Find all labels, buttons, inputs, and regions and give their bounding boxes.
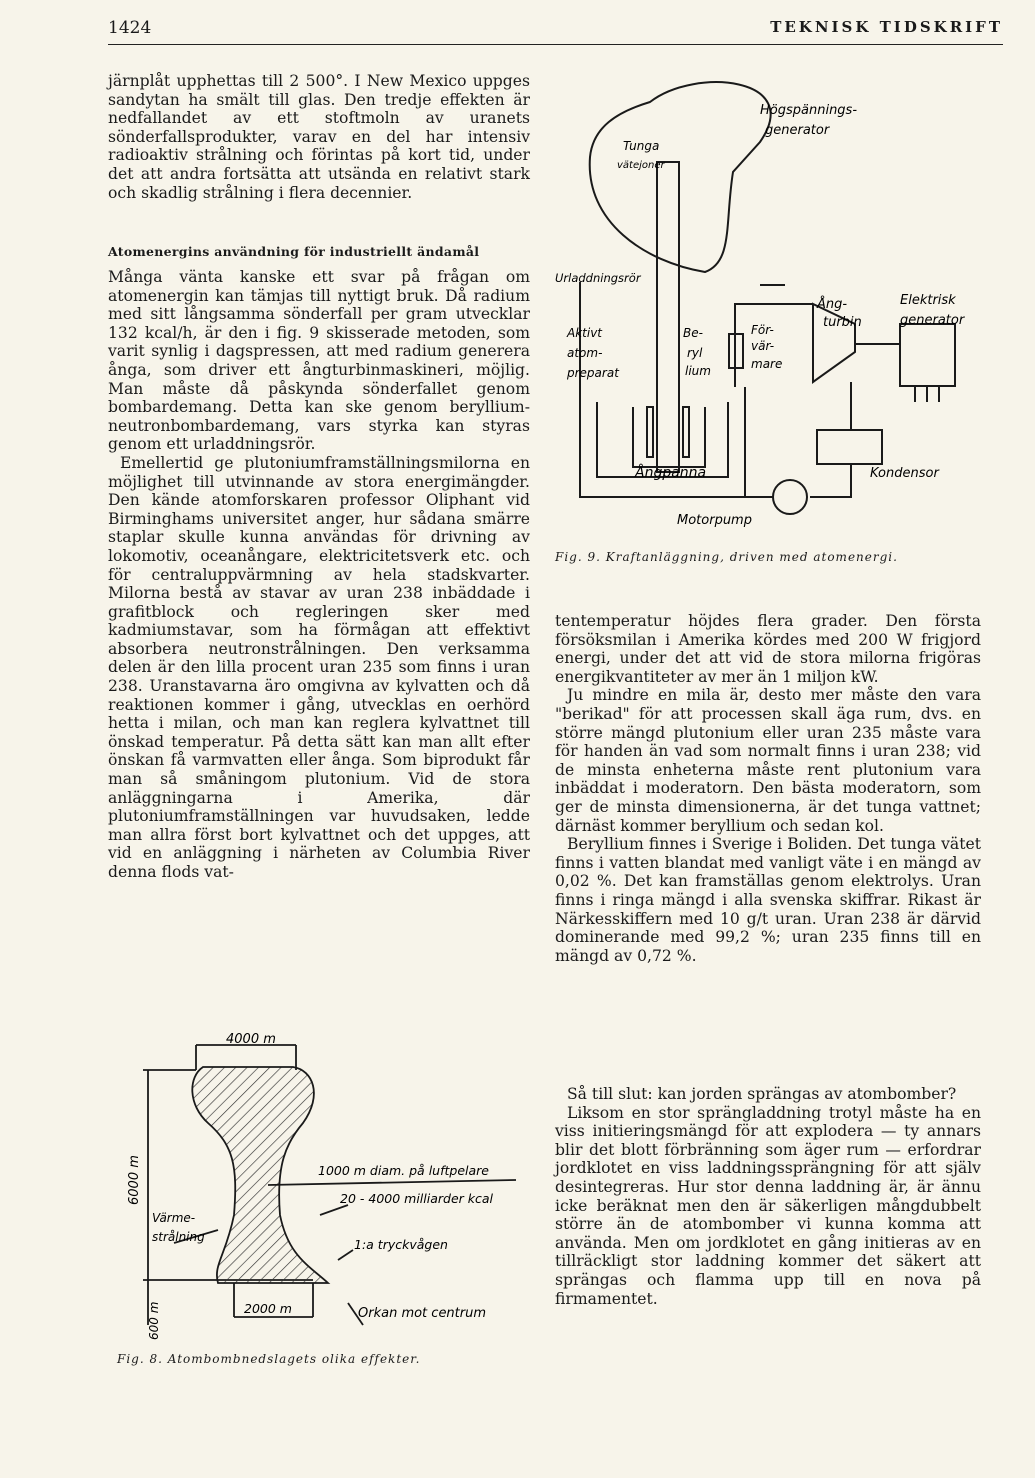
page-number: 1424 [108,18,152,38]
label-tunga: Tunga [623,139,660,153]
header-rule [108,44,1003,45]
rod-right [683,407,689,457]
label-varme-2: strålning [152,1230,205,1244]
label-elektrisk-1: Elektrisk [900,293,956,308]
vacuum-bulb [590,82,771,272]
label-vatejoner: vätejoner [617,160,665,171]
label-orkan: Orkan mot centrum [358,1306,487,1321]
journal-title: TEKNISK TIDSKRIFT [770,18,1003,36]
right-paragraph-1: tentemperatur höjdes flera grader. Den första försöksmilan i Amerika kördes med 200 W frigjord energi, under det att vid de stora milorna frigöras energikvantiteter av mer än 1 miljon kW. [555,612,981,686]
left-intro [108,72,530,202]
motor-pump [773,480,807,514]
label-varme-1: Värme- [152,1211,196,1225]
right-body-end [555,1085,981,1308]
label-kondensor: Kondensor [870,466,939,481]
condenser [817,430,882,464]
label-base-height: 600 m [147,1301,161,1340]
section-subheading: Atomenergins användning för industriellt ändamål [108,244,480,259]
electric-generator [900,324,955,386]
label-generator-hv: generator [765,123,830,138]
right-body [555,612,981,965]
beryllium-vessel [633,407,705,467]
label-angturbin-1: Ång- [817,297,848,312]
label-angpanna: Ångpanna [635,465,707,481]
label-aktivt-2: atom- [567,346,603,360]
discharge-tube [657,162,679,472]
label-for-2: vär- [751,339,775,353]
condenser-return [810,464,851,497]
label-energy: 20 - 4000 milliarder kcal [340,1191,493,1206]
label-aktivt-3: preparat [567,366,619,380]
label-be-1: Be- [683,326,703,340]
label-for-3: mare [751,357,783,371]
label-base-width: 2000 m [244,1301,292,1316]
left-body [108,268,530,882]
label-width-top: 4000 m [226,1032,276,1047]
figure-9-caption: Fig. 9. Kraftanläggning, driven med atomenergi. [555,550,898,564]
label-elektrisk-2: generator [900,313,965,328]
intro-paragraph: järnplåt upphettas till 2 500°. I New Mexico uppges sandytan ha smält till glas. Den tredje effekten är nedfallandet av ett stoftmoln av uranets sönderfallsprodukter, varav en del har intensiv radioaktiv strålning och förintas på kort tid, under det att andra fortsätta att utsända en relativt stark och skadlig strålning i flera decennier. [108,72,530,202]
right-paragraph-2: Ju mindre en mila är, desto mer måste den vara "berikad" för att processen skall äga rum, dvs. en större mängd plutonium eller uran 235 måste vara för handen än vad som normalt finns i uran 238; vid de minsta enheterna måste rent plutonium vara inbäddat i moderatorn. Den bästa moderatorn, som ger de minsta dimensionerna, är det tunga vattnet; därnäst kommer beryllium och sedan kol. [555,686,981,835]
left-paragraph-2: Emellertid ge plutoniumframställningsmilorna en möjlighet till utvinnande av stora energimängder. Den kände atomforskaren professor Oliphant vid Birminghams universitet anger, hur sådana smärre staplar skulle kunna användas för drivning av lokomotiv, oceanångare, elektricitetsverk etc. och för centraluppvärmning av hela stadskvarter. Milorna bestå av stavar av uran 238 inbäddade i grafitblock och regleringen sker med kadmiumstavar, som ha förmågan att effektivt absorbera neutronstrålningen. Den verksamma delen är den lilla procent uran 235 som finns i uran 238. Uranstavarna äro omgivna av kylvatten och då reaktionen kommer i gång, utvecklas en oerhörd hetta i milan, och man kan reglera kylvattnet till önskad temperatur. På detta sätt kan man allt efter önskan få varmvatten eller ånga. Som biprodukt får man så småningom plutonium. Vid de stora anläggningarna i Amerika, där plutoniumframställningen var huvudsaken, ledde man allra först bort kylvattnet och det uppges, att vid en anläggning i närheten av Columbia River denna flods vat- [108,453,530,881]
label-for-1: För- [751,323,774,337]
figure-8-caption: Fig. 8. Atombombnedslagets olika effekter. [117,1352,421,1366]
label-diameter: 1000 m diam. på luftpelare [318,1163,489,1178]
rod-left [647,407,653,457]
label-hogspanning: Högspännings- [760,103,858,118]
label-tryckvag: 1:a tryckvågen [354,1237,448,1252]
figure-9-diagram [555,72,985,552]
label-be-2: ryl [687,346,703,360]
label-be-3: lium [685,364,711,378]
label-height-left: 6000 m [127,1155,142,1205]
label-motorpump: Motorpump [677,513,752,528]
left-paragraph-1: Många vänta kanske ett svar på frågan om atomenergin kan tämjas till nyttigt bruk. Då radium med sitt långsamma sönderfall per gram utvecklar 132 kcal/h, är den i fig. 9 skisserade metoden, som varit synlig i dagspressen, att med radium generera ånga, som driver ett ångturbinmaskineri, möjlig. Man måste då påskynda sönderfallet genom bombardemang. Detta kan ske genom beryllium-neutronbombardemang, vars styrka kan styras genom ett urladdningsrör. [108,268,530,454]
right-paragraph-4: Så till slut: kan jorden sprängas av atombomber? [567,1085,957,1103]
figure-8-diagram [108,1025,528,1345]
mushroom-cloud [192,1067,328,1283]
label-urladdningsror: Urladdningsrör [555,271,641,285]
label-aktivt-1: Aktivt [567,326,603,340]
right-paragraph-3: Beryllium finnes i Sverige i Boliden. Det tunga vätet finns i vatten blandat med vanligt väte i en mängd av 0,02 %. Det kan framställas genom elektrolys. Uran finns i ringa mängd i alla svenska skiffrar. Rikast är Närkesskiffern med 10 g/t uran. Uran 238 är därvid dominerande med 99,2 %; uran 235 finns till en mängd av 0,72 %. [555,835,981,965]
right-paragraph-5: Liksom en stor sprängladdning trotyl måste ha en viss initieringsmängd för att explodera — ty annars blir det blott förbränning som äger rum — erfordrar jordklotet en viss laddningssprängning för att själv desintegreras. Hur stor denna laddning är, är ännu icke beräknat men den är säkerligen mångdubbelt större än de atombomber vi kunna komma att använda. Men om jordklotet en gång initieras av en tillräckligt stor laddning kommer det säkert att sprängas och flamma upp till en nova på firmamentet. [555,1103,981,1308]
label-angturbin-2: turbin [823,315,862,330]
